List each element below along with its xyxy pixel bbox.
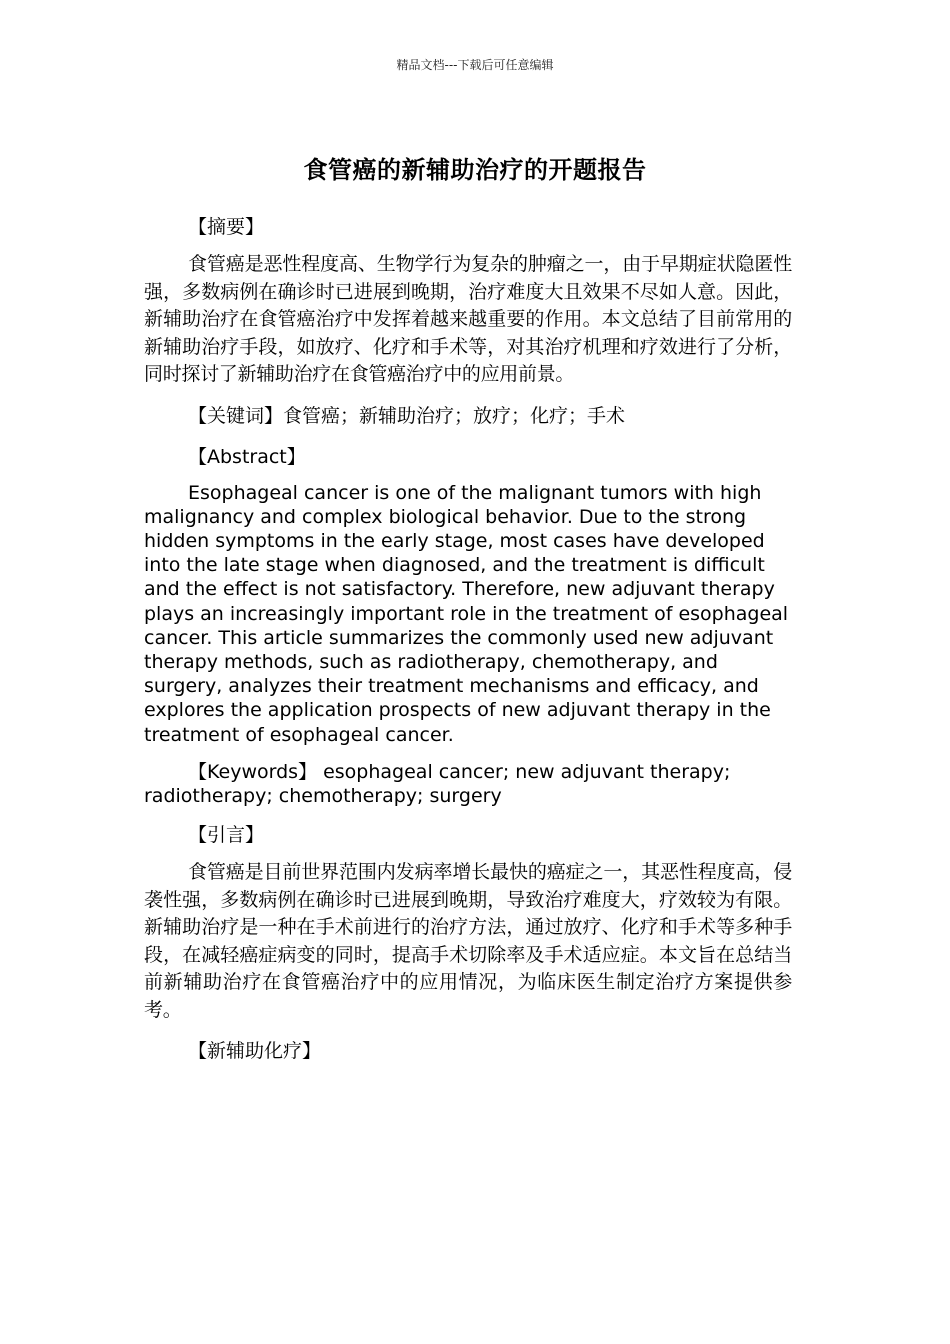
abstract-cn-heading: 【摘要】 — [188, 216, 265, 238]
document-title: 食管癌的新辅助治疗的开题报告 — [303, 156, 647, 185]
abstract-cn-body: 食管癌是恶性程度高、生物学行为复杂的肿瘤之一，由于早期症状隐匿性强，多数病例在确诊时已进展到晚期，治疗难度大且效果不尽如人意。因此，新辅助治疗在食管癌治疗中发挥着越来越重要的作用。本文总结了目前常用的新辅助治疗手段，如放疗、化疗和手术等，对其治疗机理和疗效进行了分析，同时探讨了新辅助治疗在食管癌治疗中的应用前景。 — [144, 253, 792, 385]
neoadjuvant-chemo-heading: 【新辅助化疗】 — [188, 1040, 322, 1063]
abstract-en-body: Esophageal cancer is one of the malignant tumors with high malignancy and complex biological behavior. Due to the strong hidden symptoms in the early stage, most cases have developed into the late stage when diagnosed, and the treatment is difficult and the effect is not satisfactory. Therefore, new adjuvant therapy plays an increasingly important role in the treatment of esophageal cancer. This article summarizes the commonly used new adjuvant therapy methods, such as radiotherapy, chemotherapy, and surgery, analyzes their treatment mechanisms and efficacy, and explores the application prospects of new adjuvant therapy in the treatment of esophageal cancer. — [144, 481, 789, 746]
keywords-en: 【Keywords】 esophageal cancer; new adjuvant therapy; radiotherapy; chemotherapy; surgery — [144, 760, 731, 807]
introduction-body: 食管癌是目前世界范围内发病率增长最快的癌症之一，其恶性程度高，侵袭性强，多数病例在确诊时已进展到晚期，导致治疗难度大，疗效较为有限。新辅助治疗是一种在手术前进行的治疗方法，通过放疗、化疗和手术等多种手段，在减轻癌症病变的同时，提高手术切除率及手术适应症。本文旨在总结当前新辅助治疗在食管癌治疗中的应用情况，为临床医生制定治疗方案提供参考。 — [144, 861, 792, 1021]
introduction-heading: 【引言】 — [188, 824, 265, 847]
document-body — [144, 213, 792, 1065]
keywords-cn: 【关键词】食管癌；新辅助治疗；放疗；化疗；手术 — [188, 404, 626, 427]
abstract-en-heading: 【Abstract】 — [188, 445, 306, 468]
header-note: 精品文档---下载后可任意编辑 — [396, 58, 554, 72]
